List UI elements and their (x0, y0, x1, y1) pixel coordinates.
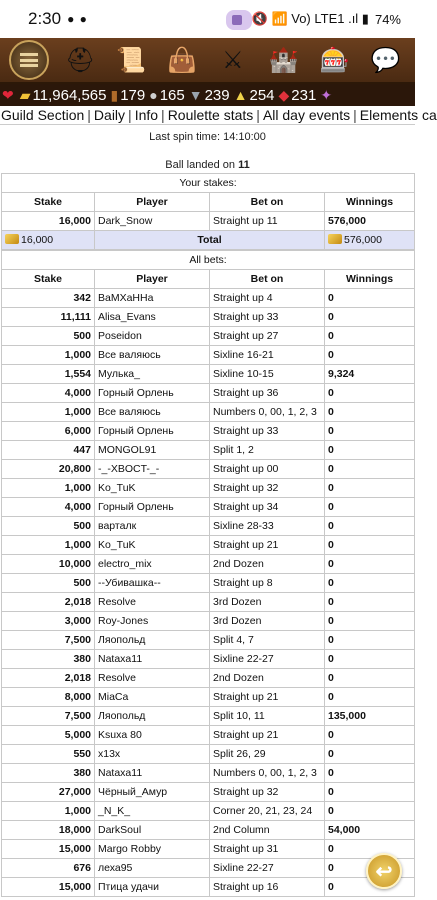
cell-bet: Sixline 22-27 (210, 859, 325, 878)
cell-win: 0 (325, 650, 415, 669)
resource-value: 254 (249, 86, 275, 104)
cell-stake: 10,000 (2, 555, 95, 574)
cell-player[interactable]: Все валяюсь (95, 346, 210, 365)
cell-player[interactable]: Все валяюсь (95, 403, 210, 422)
cell-win: 0 (325, 308, 415, 327)
cell-player[interactable]: Alisa_Evans (95, 308, 210, 327)
gold-icon: ▰ (19, 86, 31, 103)
cell-player[interactable]: Resolve (95, 669, 210, 688)
cell-win: 0 (325, 764, 415, 783)
table-row (2, 574, 415, 593)
scroll-map-icon[interactable]: 📜 (116, 46, 147, 74)
table-row (2, 840, 415, 859)
chat-icon[interactable]: 💬 (370, 46, 401, 74)
table-row (2, 460, 415, 479)
resource-item (234, 87, 275, 104)
cell-win: 0 (325, 612, 415, 631)
cell-player[interactable]: Горный Орлень (95, 498, 210, 517)
cell-win: 9,324 (325, 365, 415, 384)
table-row (2, 346, 415, 365)
table-row (2, 802, 415, 821)
col-winnings: Winnings (325, 270, 415, 289)
resource-item (20, 87, 107, 104)
cell-bet: Split 1, 2 (210, 441, 325, 460)
cell-stake: 4,000 (2, 384, 95, 403)
cell-player[interactable]: electro_mix (95, 555, 210, 574)
cell-win: 0 (325, 688, 415, 707)
table-row (2, 745, 415, 764)
cell-bet: Numbers 0, 00, 1, 2, 3 (210, 403, 325, 422)
cell-player[interactable]: Margo Robby (95, 840, 210, 859)
cell-stake: 1,000 (2, 536, 95, 555)
cell-win: 0 (325, 840, 415, 859)
game-toolbar (0, 38, 415, 84)
table-row (2, 479, 415, 498)
resource-value: 179 (120, 86, 146, 104)
cell-bet: Straight up 36 (210, 384, 325, 403)
cell-bet: Straight up 16 (210, 878, 325, 897)
table-row (2, 308, 415, 327)
nav-link[interactable]: Daily (93, 107, 126, 123)
cell-bet: Straight up 21 (210, 726, 325, 745)
cell-player[interactable]: Roy-Jones (95, 612, 210, 631)
cell-win: 0 (325, 726, 415, 745)
cell-stake: 447 (2, 441, 95, 460)
iron-icon: ▼ (188, 87, 203, 103)
cell-player[interactable]: Nataxa11 (95, 650, 210, 669)
gold-icon (328, 234, 342, 244)
table-row (2, 593, 415, 612)
roulette-icon[interactable]: 🎰 (319, 46, 350, 74)
nav-separator: | (256, 107, 260, 123)
resource-value: 165 (159, 86, 185, 104)
cell-win: 0 (325, 460, 415, 479)
cell-bet: Straight up 27 (210, 327, 325, 346)
cell-bet: Sixline 22-27 (210, 650, 325, 669)
cell-win: 0 (325, 669, 415, 688)
cell-stake: 1,000 (2, 479, 95, 498)
all-bets-table (1, 250, 415, 897)
cell-stake: 500 (2, 517, 95, 536)
table-row: 16,000 Dark_Snow Straight up 11 576,000 (2, 212, 415, 231)
table-row (2, 365, 415, 384)
cell-stake: 2,018 (2, 669, 95, 688)
cell-bet: Corner 20, 21, 23, 24 (210, 802, 325, 821)
cell-stake: 5,000 (2, 726, 95, 745)
notification-dots: ● ● (67, 12, 88, 26)
cell-stake: 15,000 (2, 878, 95, 897)
cell-bet: 2nd Dozen (210, 669, 325, 688)
cell-win: 0 (325, 441, 415, 460)
battery-level: 74% (374, 11, 401, 27)
back-button[interactable]: ↩ (366, 853, 402, 889)
cell-player[interactable]: --Убивашка-- (95, 574, 210, 593)
cell-bet: Straight up 21 (210, 688, 325, 707)
cell-stake: 20,800 (2, 460, 95, 479)
cell-player[interactable]: Мулька_ (95, 365, 210, 384)
cell-player[interactable]: варталк (95, 517, 210, 536)
col-stake: Stake (2, 270, 95, 289)
nav-separator: | (161, 107, 165, 123)
nav-separator: | (353, 107, 357, 123)
cell-win: 0 (325, 422, 415, 441)
cell-player[interactable]: Чёрный_Амур (95, 783, 210, 802)
cell-bet: 2nd Column (210, 821, 325, 840)
table-row (2, 384, 415, 403)
last-spin-time: Last spin time: 14:10:00 (149, 131, 266, 143)
resource-item (149, 87, 185, 104)
cell-bet: 3rd Dozen (210, 593, 325, 612)
cell-stake: 380 (2, 764, 95, 783)
table-row (2, 726, 415, 745)
status-bar (0, 0, 415, 38)
cell-player[interactable]: Ляопольд (95, 631, 210, 650)
wood-icon: ▮ (110, 86, 119, 103)
cell-stake: 380 (2, 650, 95, 669)
cell-player[interactable]: Ksuxa 80 (95, 726, 210, 745)
menu-icon[interactable] (9, 40, 49, 80)
cell-win: 0 (325, 745, 415, 764)
total-row: 16,000 Total 576,000 (2, 231, 415, 250)
table-row (2, 422, 415, 441)
cell-stake: 676 (2, 859, 95, 878)
cell-player[interactable]: DarkSoul (95, 821, 210, 840)
table-row (2, 536, 415, 555)
nav-link[interactable]: Guild Section (1, 107, 85, 123)
cell-stake: 11,111 (2, 308, 95, 327)
cell-bet: Sixline 10-15 (210, 365, 325, 384)
heart-icon: ❤ (2, 86, 14, 103)
resource-value: 231 (291, 86, 317, 104)
ball-landed: Ball landed on 11 (165, 159, 250, 171)
table-row (2, 555, 415, 574)
table-row (2, 327, 415, 346)
cell-win: 0 (325, 384, 415, 403)
cell-stake: 7,500 (2, 631, 95, 650)
cell-win: 0 (325, 327, 415, 346)
cell-win: 0 (325, 517, 415, 536)
cell-player[interactable]: Ko_TuK (95, 536, 210, 555)
crystal-icon: ◆ (278, 86, 290, 103)
gold-icon (5, 234, 19, 244)
nav-link[interactable]: Info (134, 107, 159, 123)
table-row (2, 821, 415, 840)
cell-win: 0 (325, 878, 415, 897)
table-row (2, 783, 415, 802)
cell-bet: Straight up 4 (210, 289, 325, 308)
cell-stake: 1,000 (2, 403, 95, 422)
cell-win: 0 (325, 631, 415, 650)
stone-icon: ● (149, 87, 158, 103)
cell-bet: Straight up 32 (210, 479, 325, 498)
col-stake: Stake (2, 193, 95, 212)
table-row (2, 289, 415, 308)
cell-player[interactable]: MiaCa (95, 688, 210, 707)
cell-player[interactable]: Ko_TuK (95, 479, 210, 498)
helmet-icon[interactable]: ⛑ (65, 46, 96, 74)
cell-win: 135,000 (325, 707, 415, 726)
table-row (2, 631, 415, 650)
cell-win: 0 (325, 802, 415, 821)
cell-win: 0 (325, 555, 415, 574)
nav-separator: | (128, 107, 132, 123)
cell-stake: 27,000 (2, 783, 95, 802)
resource-item (279, 87, 317, 104)
cell-player[interactable]: x13x (95, 745, 210, 764)
spin-info (0, 125, 415, 173)
table-row (2, 669, 415, 688)
all-bets-caption: All bets: (2, 251, 415, 270)
cell-player[interactable]: BaMXaHHa (95, 289, 210, 308)
cell-stake: 6,000 (2, 422, 95, 441)
your-stakes-table (1, 173, 415, 250)
cell-stake: 3,000 (2, 612, 95, 631)
screen-record-icon[interactable] (226, 10, 252, 30)
gems-icon: ✦ (320, 86, 333, 103)
cell-player[interactable]: Горный Орлень (95, 422, 210, 441)
cell-stake: 2,018 (2, 593, 95, 612)
col-player: Player (95, 193, 210, 212)
cell-bet: Sixline 28-33 (210, 517, 325, 536)
table-row (2, 688, 415, 707)
cell-bet: Numbers 0, 00, 1, 2, 3 (210, 764, 325, 783)
cell-player[interactable]: MONGOL91 (95, 441, 210, 460)
cell-bet: 3rd Dozen (210, 612, 325, 631)
cell-bet: Split 10, 11 (210, 707, 325, 726)
clock: 2:30 (28, 9, 62, 28)
cell-player[interactable]: леха95 (95, 859, 210, 878)
cell-bet: Sixline 16-21 (210, 346, 325, 365)
cell-bet: Straight up 8 (210, 574, 325, 593)
cell-win: 54,000 (325, 821, 415, 840)
sulfur-icon: ▲ (233, 87, 248, 103)
cell-player[interactable]: Горный Орлень (95, 384, 210, 403)
cell-win: 0 (325, 536, 415, 555)
status-icons (252, 11, 401, 27)
table-row (2, 612, 415, 631)
cell-win: 0 (325, 346, 415, 365)
your-stakes-caption: Your stakes: (2, 174, 415, 193)
cell-win: 0 (325, 403, 415, 422)
table-row (2, 707, 415, 726)
cell-bet: 2nd Dozen (210, 555, 325, 574)
cell-bet: Straight up 33 (210, 308, 325, 327)
resource-item (320, 87, 334, 104)
cell-player[interactable]: Птица удачи (95, 878, 210, 897)
cell-player[interactable]: -_-XBOCT-_- (95, 460, 210, 479)
nav-separator: | (87, 107, 91, 123)
cell-win: 0 (325, 289, 415, 308)
cell-bet: Straight up 31 (210, 840, 325, 859)
cell-stake: 15,000 (2, 840, 95, 859)
table-row (2, 878, 415, 897)
cell-bet: Straight up 21 (210, 536, 325, 555)
cell-stake: 8,000 (2, 688, 95, 707)
cell-stake: 7,500 (2, 707, 95, 726)
col-bet-on: Bet on (210, 193, 325, 212)
table-row (2, 498, 415, 517)
cell-stake: 1,000 (2, 802, 95, 821)
section-links (0, 106, 437, 125)
cell-stake: 18,000 (2, 821, 95, 840)
table-row (2, 441, 415, 460)
cell-stake: 4,000 (2, 498, 95, 517)
nav-link[interactable]: Roulette stats (167, 107, 254, 123)
nav-link[interactable]: Elements ca (359, 107, 437, 123)
cell-bet: Straight up 34 (210, 498, 325, 517)
cell-stake: 500 (2, 574, 95, 593)
resource-item (110, 87, 145, 104)
cell-win: 0 (325, 783, 415, 802)
castle-card-icon[interactable]: 🏰 (268, 46, 299, 74)
cell-bet: Straight up 32 (210, 783, 325, 802)
cell-bet: Split 26, 29 (210, 745, 325, 764)
table-row (2, 517, 415, 536)
bag-icon[interactable]: 👜 (167, 46, 197, 74)
table-row (2, 403, 415, 422)
resource-bar (0, 84, 415, 106)
cell-stake: 1,554 (2, 365, 95, 384)
table-row (2, 859, 415, 878)
cell-stake: 342 (2, 289, 95, 308)
col-bet-on: Bet on (210, 270, 325, 289)
cell-stake: 1,000 (2, 346, 95, 365)
cell-bet: Straight up 33 (210, 422, 325, 441)
col-winnings: Winnings (325, 193, 415, 212)
cell-bet: Split 4, 7 (210, 631, 325, 650)
total-label: Total (95, 231, 325, 250)
cell-player[interactable]: _N_K_ (95, 802, 210, 821)
cell-stake: 500 (2, 327, 95, 346)
ball-number: 11 (238, 159, 250, 171)
resource-item (189, 87, 230, 104)
resource-item (2, 87, 16, 104)
cell-bet: Straight up 00 (210, 460, 325, 479)
col-player: Player (95, 270, 210, 289)
cell-win: 0 (325, 574, 415, 593)
cell-player[interactable]: Resolve (95, 593, 210, 612)
cell-win: 0 (325, 593, 415, 612)
signal-icons: 🔇 📶 Vo) LTE1 .ıl ▮ (251, 11, 369, 26)
cell-player[interactable]: Poseidon (95, 327, 210, 346)
cell-player[interactable]: Ляопольд (95, 707, 210, 726)
table-row (2, 650, 415, 669)
resource-value: 239 (204, 86, 230, 104)
cell-win: 0 (325, 498, 415, 517)
cell-win: 0 (325, 479, 415, 498)
cell-win: 0 (325, 859, 415, 878)
swords-icon[interactable]: ⚔ (222, 46, 244, 74)
cell-player[interactable]: Nataxa11 (95, 764, 210, 783)
cell-stake: 550 (2, 745, 95, 764)
table-row (2, 764, 415, 783)
nav-link[interactable]: All day events (262, 107, 351, 123)
resource-value: 11,964,565 (32, 86, 107, 104)
